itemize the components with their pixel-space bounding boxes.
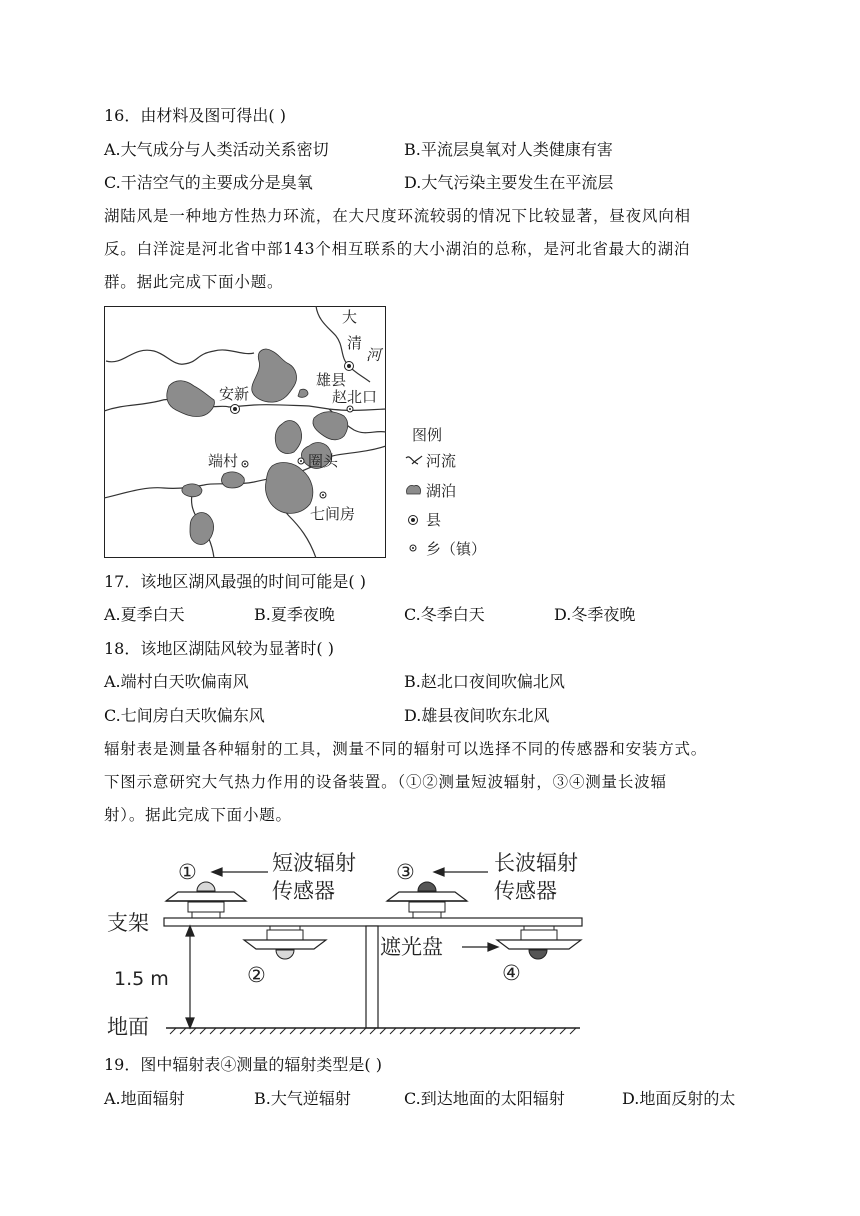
material2-line1: 辐射表是测量各种辐射的工具，测量不同的辐射可以选择不同的传感器和安装方式。 (104, 740, 708, 758)
river-legend-icon (406, 456, 422, 464)
label-shortwave-2: 传感器 (272, 879, 335, 903)
radiometer-2 (244, 926, 326, 959)
q18-option-c[interactable]: C.七间房白天吹偏东风 (104, 706, 265, 725)
label-circle-2: ② (247, 963, 266, 987)
material2-line2: 下图示意研究大气热力作用的设备装置。（①②测量短波辐射，③④测量长波辐 (104, 773, 667, 791)
map-legend (404, 424, 514, 564)
q18-option-a[interactable]: A.端村白天吹偏南风 (104, 672, 249, 691)
q16-option-a[interactable]: A.大气成分与人类活动关系密切 (104, 140, 329, 159)
label-circle-3: ③ (396, 860, 415, 884)
q18-option-d[interactable]: D.雄县夜间吹东北风 (404, 706, 550, 725)
label-longwave-2: 传感器 (494, 879, 557, 903)
label-bracket: 支架 (107, 911, 149, 935)
legend-title: 图例 (412, 426, 443, 444)
q19-stem: 19．图中辐射表④测量的辐射类型是( ) (104, 1055, 382, 1074)
river-label-qing: 清 (347, 334, 363, 352)
label-circle-1: ① (178, 860, 197, 884)
q17-option-d[interactable]: D.冬季夜晚 (554, 605, 636, 624)
q16-stem: 16．由材料及图可得出( ) (104, 106, 286, 125)
q18-option-b[interactable]: B.赵北口夜间吹偏北风 (404, 672, 565, 691)
label-longwave-1: 长波辐射 (494, 851, 578, 875)
label-qijianfang: 七间房 (310, 505, 356, 523)
bracket-beam (164, 918, 582, 926)
support-post (366, 926, 378, 1028)
q18-stem: 18．该地区湖陆风较为显著时( ) (104, 639, 334, 658)
label-anxin: 安新 (219, 385, 250, 403)
q17-option-b[interactable]: B.夏季夜晚 (254, 605, 335, 624)
height-arrow (186, 926, 194, 1028)
radiometer-3 (387, 882, 467, 918)
radiometer-1 (166, 882, 246, 918)
quantou-town-marker (298, 458, 304, 464)
qijianfang-town-marker (320, 492, 326, 498)
radiometer-device-diagram (104, 846, 594, 1036)
q19-option-a[interactable]: A.地面辐射 (104, 1089, 185, 1108)
material1-line1: 湖陆风是一种地方性热力环流，在大尺度环流较弱的情况下比较显著，昼夜风向相 (104, 207, 691, 225)
label-circle-4: ④ (502, 961, 521, 985)
label-shade: 遮光盘 (380, 935, 443, 959)
q19-option-c[interactable]: C.到达地面的太阳辐射 (404, 1089, 565, 1108)
legend-county: 县 (426, 511, 442, 529)
q17-stem: 17．该地区湖风最强的时间可能是( ) (104, 572, 366, 591)
legend-river: 河流 (426, 452, 457, 470)
q17-option-a[interactable]: A.夏季白天 (104, 605, 185, 624)
material1-line3: 群。据此完成下面小题。 (104, 273, 284, 291)
label-zhaobeikou: 赵北口 (332, 388, 378, 406)
river-label-da: 大 (342, 308, 358, 326)
material1-line2: 反。白洋淀是河北省中部143个相互联系的大小湖泊的总称，是河北省最大的湖泊 (104, 240, 691, 258)
q16-option-c[interactable]: C.干洁空气的主要成分是臭氧 (104, 173, 313, 192)
duancun-town-marker (242, 461, 248, 467)
ground-hatching (170, 1028, 576, 1034)
radiometer-4 (497, 926, 581, 959)
anxin-county-marker (231, 405, 240, 414)
material-radiometer (104, 733, 756, 832)
q16-option-d[interactable]: D.大气污染主要发生在平流层 (404, 173, 614, 192)
q17-option-c[interactable]: C.冬季白天 (404, 605, 485, 624)
q19-option-b[interactable]: B.大气逆辐射 (254, 1089, 351, 1108)
q16-option-b[interactable]: B.平流层臭氧对人类健康有害 (404, 140, 613, 159)
river-label-he: 河 (366, 346, 382, 364)
xiongxian-county-marker (345, 362, 354, 371)
label-duancun: 端村 (208, 452, 239, 470)
label-ground: 地面 (107, 1015, 149, 1036)
label-quantou: 圈头 (308, 452, 339, 470)
baiyangdian-map (104, 306, 386, 558)
material-lake-breeze (104, 200, 756, 299)
legend-lake: 湖泊 (426, 482, 457, 500)
lake-legend-icon (407, 485, 421, 494)
label-height: 1.5 m (114, 968, 169, 990)
zhaobeikou-town-marker (347, 406, 353, 412)
material2-line3: 射）。据此完成下面小题。 (104, 806, 292, 824)
legend-town: 乡（镇） (426, 540, 487, 558)
label-xiongxian: 雄县 (316, 371, 347, 389)
q19-option-d[interactable]: D.地面反射的太 (622, 1089, 736, 1108)
label-shortwave-1: 短波辐射 (272, 851, 356, 875)
